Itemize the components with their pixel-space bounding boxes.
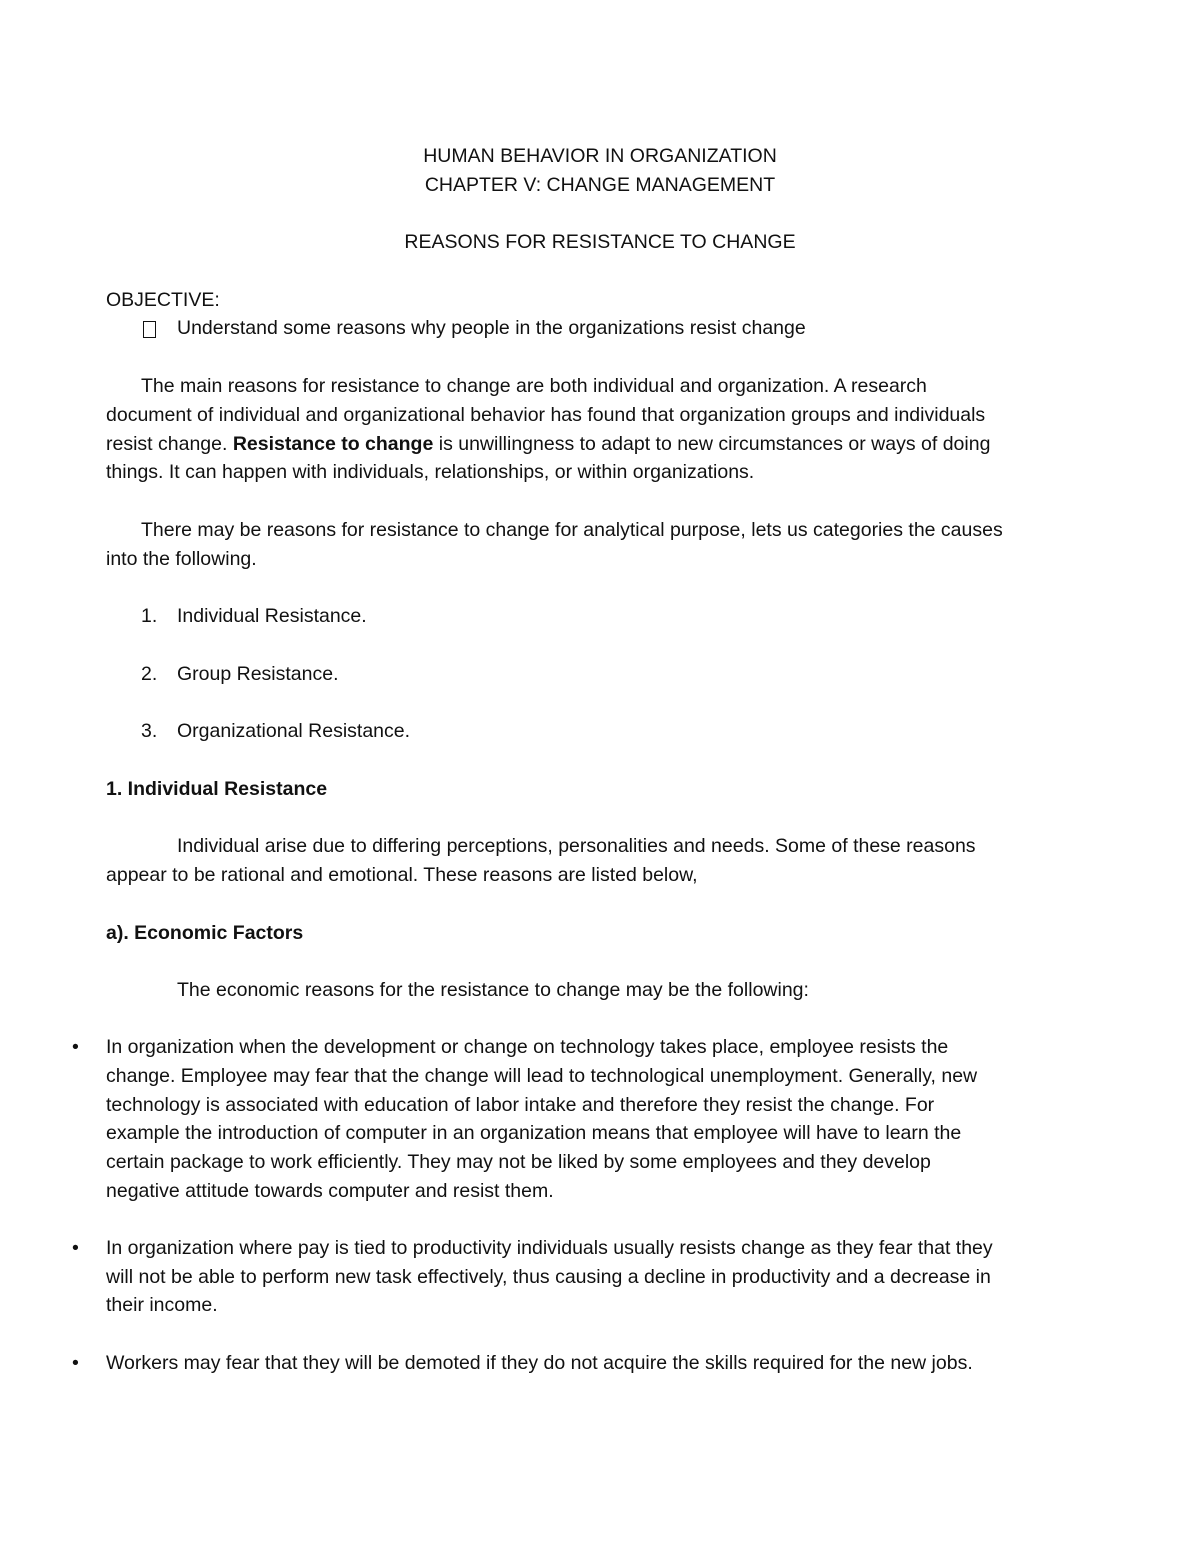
- document-title: HUMAN BEHAVIOR IN ORGANIZATION: [423, 145, 777, 167]
- list-item: Organizational Resistance.: [177, 720, 411, 742]
- bullet-line: example the introduction of computer in an organization means that employee will have to learn the: [106, 1122, 962, 1144]
- list-item-number: 1.: [141, 605, 158, 627]
- list-item: Individual Resistance.: [177, 605, 367, 627]
- objective-label: OBJECTIVE:: [106, 289, 220, 311]
- subsection-a-intro: The economic reasons for the resistance to change may be the following:: [177, 979, 809, 1001]
- paragraph2-line1: There may be reasons for resistance to change for analytical purpose, lets us categories the causes: [141, 519, 1003, 541]
- section1-para-line2: appear to be rational and emotional. These reasons are listed below,: [106, 864, 698, 886]
- subsection-a-heading: a). Economic Factors: [106, 922, 304, 944]
- paragraph1-line2: document of individual and organizational behavior has found that organization groups and individuals: [106, 404, 986, 426]
- bullet-line: In organization when the development or change on technology takes place, employee resists the: [106, 1036, 949, 1058]
- section-title: REASONS FOR RESISTANCE TO CHANGE: [404, 231, 796, 253]
- paragraph1-line4: things. It can happen with individuals, relationships, or within organizations.: [106, 461, 755, 483]
- bullet-line: will not be able to perform new task effectively, thus causing a decline in productivity and a decrease in: [106, 1266, 991, 1288]
- paragraph1-line1: The main reasons for resistance to change are both individual and organization. A research: [141, 375, 927, 397]
- bullet-line: negative attitude towards computer and resist them.: [106, 1180, 554, 1202]
- list-item-number: 3.: [141, 720, 158, 742]
- bullet-icon: •: [72, 1036, 79, 1058]
- paragraph1-line3: [106, 430, 990, 459]
- paragraph2-line2: into the following.: [106, 548, 257, 570]
- list-item: Group Resistance.: [177, 663, 339, 685]
- bullet-icon: •: [72, 1352, 79, 1374]
- paragraph1-line3-pre: resist change.: [106, 433, 233, 455]
- objective-item: Understand some reasons why people in the organizations resist change: [177, 317, 806, 339]
- chapter-title: CHAPTER V: CHANGE MANAGEMENT: [424, 174, 776, 196]
- bullet-line: certain package to work efficiently. They may not be liked by some employees and they develop: [106, 1151, 931, 1173]
- list-item-number: 2.: [141, 663, 158, 685]
- resistance-to-change-term: Resistance to change: [232, 433, 434, 455]
- bullet-line: technology is associated with education of labor intake and therefore they resist the change. For: [106, 1094, 935, 1116]
- bullet-line: their income.: [106, 1294, 218, 1316]
- paragraph1-line3-post: is unwillingness to adapt to new circumstances or ways of doing: [433, 433, 991, 455]
- bullet-line: In organization where pay is tied to productivity individuals usually resists change as they fear that they: [106, 1237, 993, 1259]
- section1-heading: 1. Individual Resistance: [106, 778, 328, 800]
- bullet-line: change. Employee may fear that the change will lead to technological unemployment. Generally, new: [106, 1065, 978, 1087]
- bullet-icon: •: [72, 1237, 79, 1259]
- section1-para-line1: Individual arise due to differing perceptions, personalities and needs. Some of these reasons: [177, 835, 976, 857]
- bullet-line: Workers may fear that they will be demoted if they do not acquire the skills required for the new jobs.: [106, 1352, 973, 1374]
- checkbox-icon: [143, 321, 156, 338]
